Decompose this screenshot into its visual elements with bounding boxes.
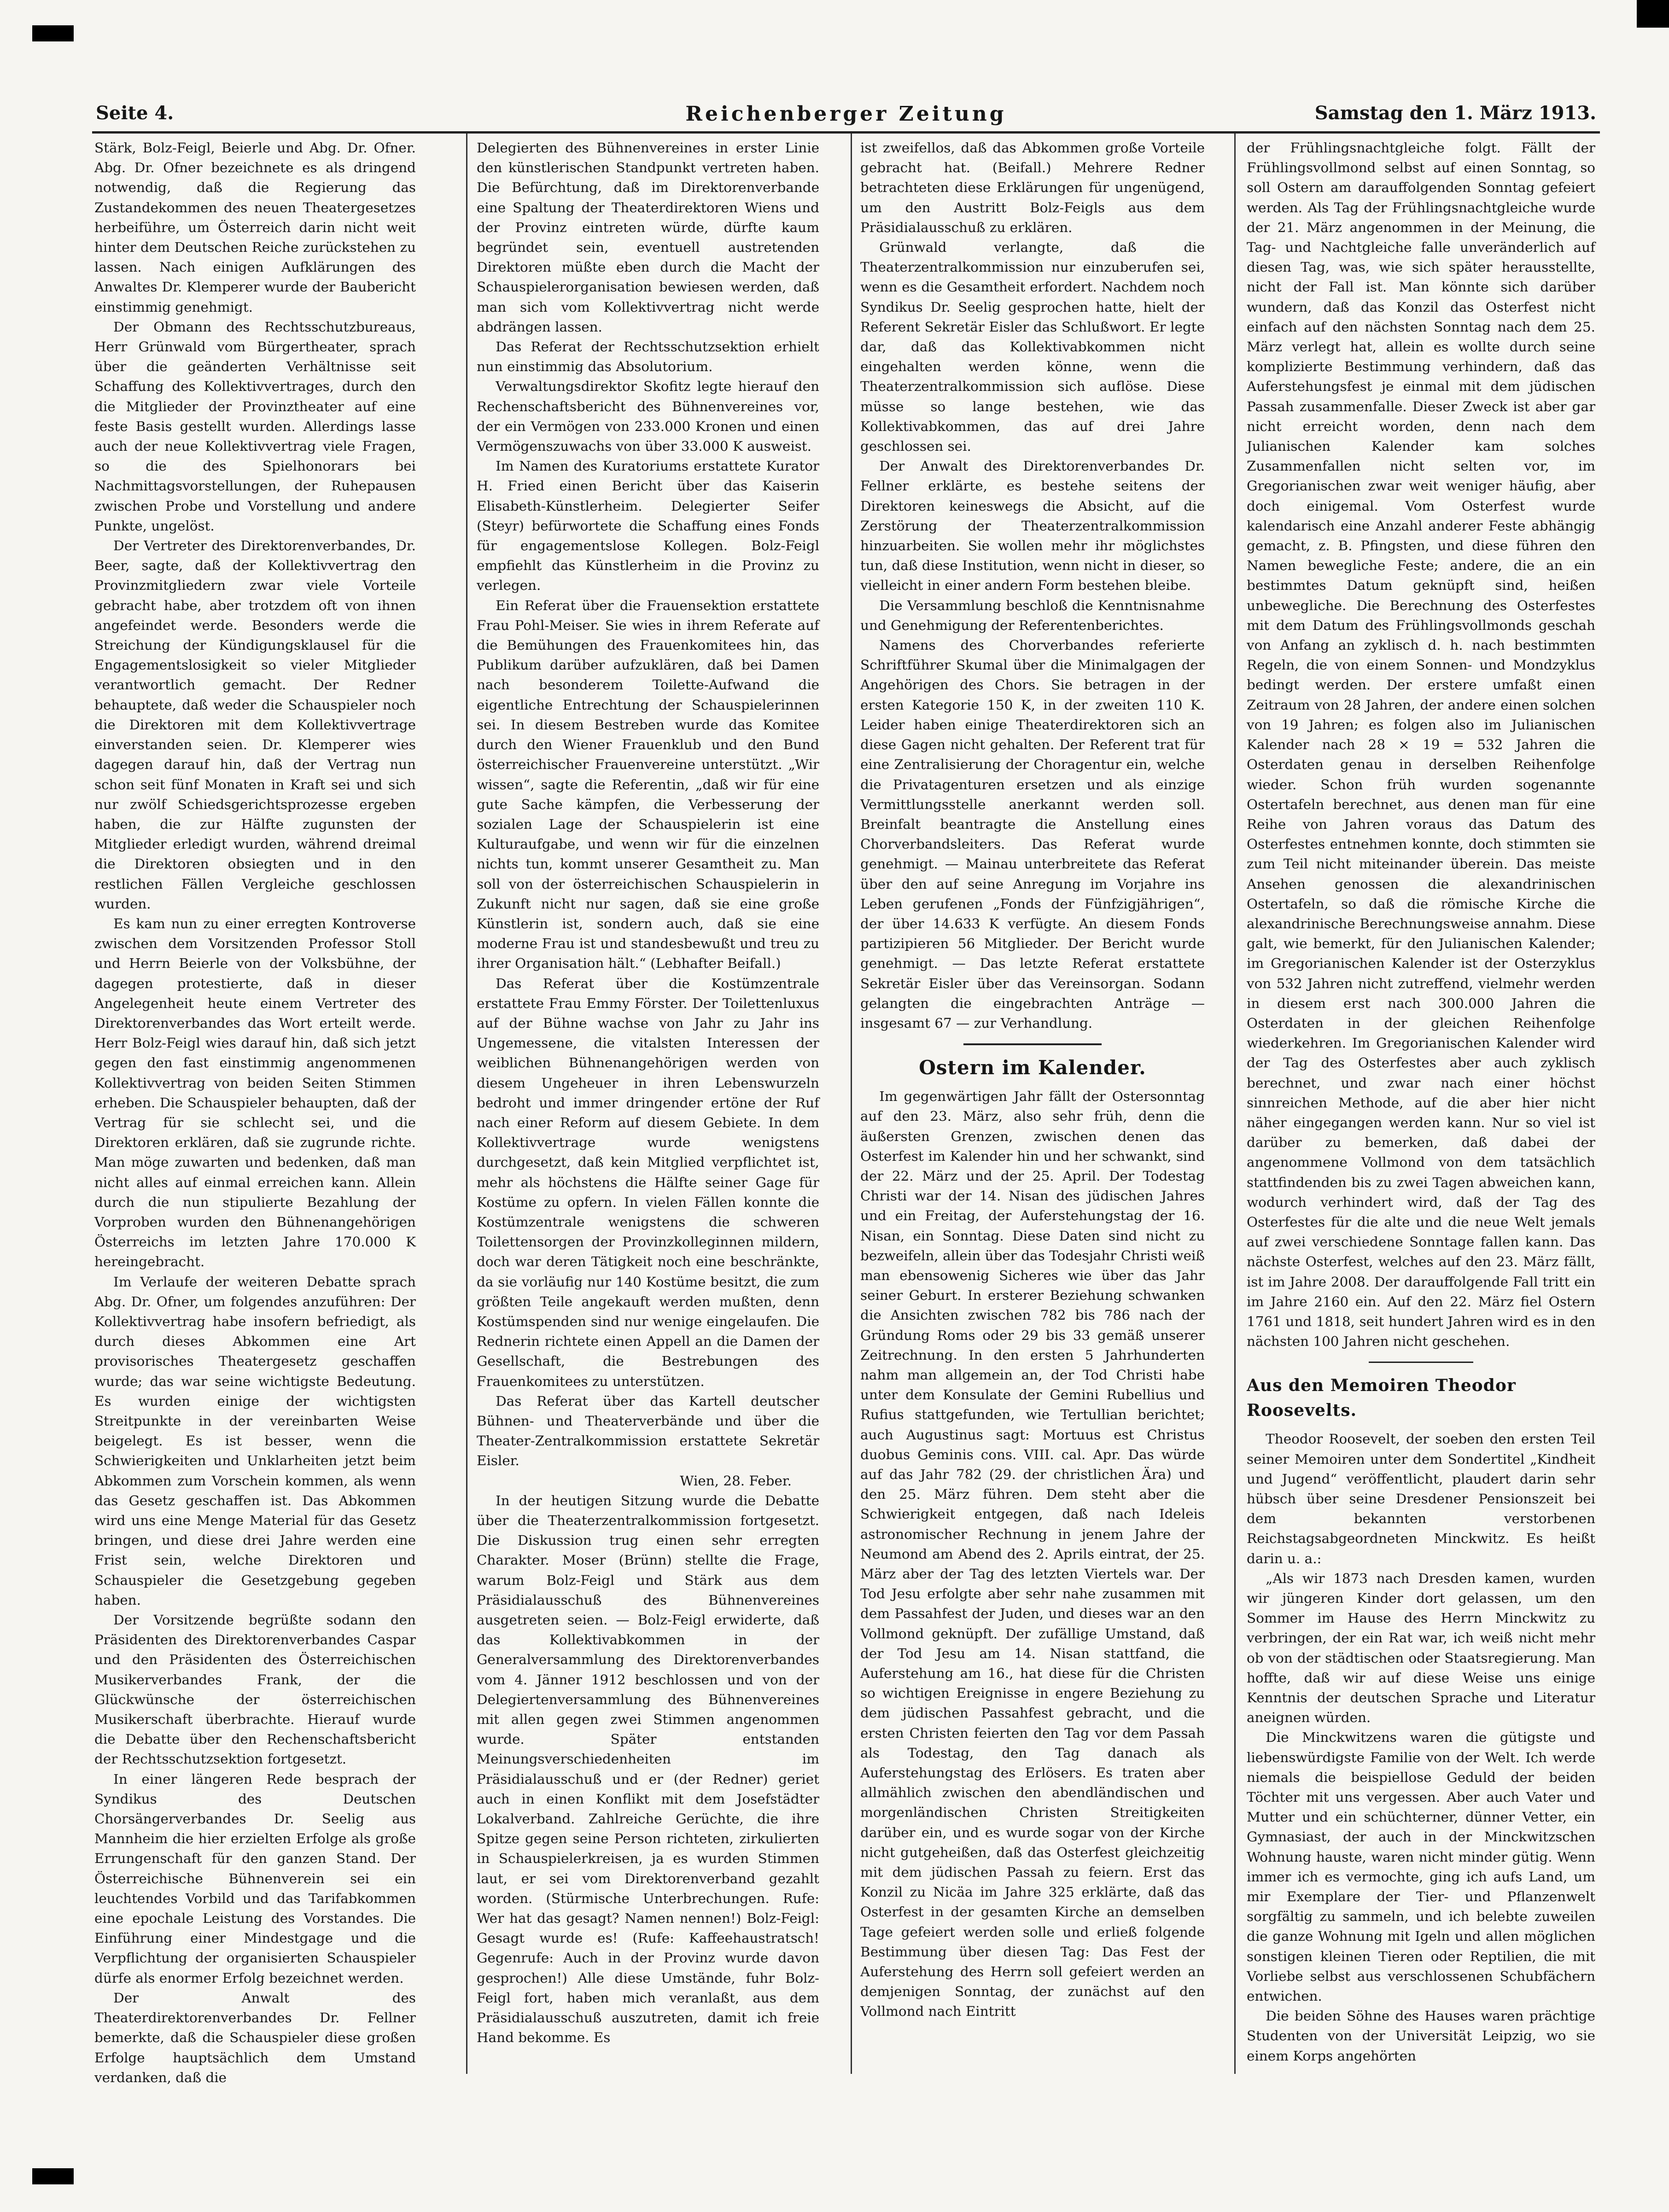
paragraph: der Frühlingsnachtgleiche folgt. Fällt der Frühlingsvollmond selbst auf einen Sonntag, so soll Ostern am darauffolgenden Sonntag gefeiert werden. Als Tag der Frühlingsnachtgleiche wurde der 21. März angenommen in der Meinung, die Tag- und Nachtgleiche falle unveränderlich auf diesen Tag, was, wie sich später herausstellte, nicht der Fall ist. Man könnte sich darüber wundern, daß das Konzil das Osterfest nicht einfach auf den nächsten Sonntag nach dem 25. März verlegt hat, allein es wollte durch seine komplizierte Bestimmung verhindern, daß das Auferstehungsfest je einmal mit dem jüdischen Passah zusammenfalle. Dieser Zweck ist aber gar nicht erreicht worden, denn nach dem Julianischen Kalender kam solches Zusammenfallen nicht selten vor, im Gregorianischen zwar weit weniger häufig, aber doch einigemal. Vom Osterfest wurde kalendarisch eine Anzahl anderer Feste abhängig gemacht, z. B. Pfingsten, und diese führen den Namen bewegliche Feste; andere, die an ein bestimmtes Datum geknüpft sind, heißen unbewegliche. Die Berechnung des Osterfestes mit dem Datum des Frühlingsvollmonds geschah von Anfang an zyklisch d. h. nach bestimmten Regeln, die von einem Sonnen- und Mondzyklus bedingt werden. Der erstere umfaßt einen Zeitraum von 28 Jahren, der andere einen solchen von 19 Jahren; es folgen also im Julianischen Kalender nach 28 × 19 = 532 Jahren die Osterdaten genau in derselben Reihenfolge wieder. Schon früh wurden sogenannte Ostertafeln berechnet, aus denen man für eine Reihe von Jahren voraus das Datum des Osterfestes entnehmen konnte, doch stimmten sie zum Teil nicht miteinander überein. Das meiste Ansehen genossen die alexandrinischen Ostertafeln, so daß die römische Kirche die alexandrinische Berechnungsweise annahm. Diese galt, wie bemerkt, für den Julianischen Kalender; im Gregorianischen Kalender ist der Osterzyklus von 532 Jahren nicht zutreffend, vielmehr werden in diesem erst nach 300.000 Jahren die Osterdaten in der gleichen Reihenfolge wiederkehren. Im Gregorianischen Kalender wird der Tag des Osterfestes aber auch zyklisch berechnet, und zwar nach einer höchst sinnreichen Methode, auf die aber hier nicht näher eingegangen werden kann. Nur so viel ist darüber zu bemerken, daß dabei der angenommene Vollmond von dem tatsächlich stattfindenden bis zu zwei Tagen abweichen kann, wodurch verhindert wird, daß der Tag des Osterfestes für die alte und die neue Welt jemals auf zwei verschiedene Sonntage fallen kann. Das nächste Osterfest, welches auf den 23. März fällt, ist im Jahre 2008. Der darauffolgende Fall tritt ein im Jahre 2160 ein. Auf den 22. März fiel Ostern 1761 und 1818, seit hundert Jahren wird es in den nächsten 100 Jahren nicht geschehen. <box>1247 140 1595 1350</box>
paragraph: Das Referat über das Kartell deutscher Bühnen- und Theaterverbände und über die Theater-Zentralkommission erstattete Sekretär Eisler. <box>477 1393 819 1469</box>
text-column-3 <box>860 138 1205 2074</box>
column-divider <box>851 134 852 2074</box>
article-title: Ostern im Kalender. <box>919 1056 1146 1079</box>
paragraph: Delegierten des Bühnenvereines in erster Linie den künstlerischen Standpunkt vertreten haben. Die Befürchtung, daß im Direktorenverbande eine Spaltung der Theaterdirektoren Wiens und der Provinz eintreten würde, dürfte kaum begründet sein, eventuell austretenden Direktoren müßte eben durch die Macht der Schauspielerorganisation bewiesen werden, daß man sich vom Kollektivvertrag nicht werde abdrängen lassen. <box>477 140 819 335</box>
text-column-1 <box>94 138 416 2085</box>
text-column-2 <box>477 138 819 2074</box>
paragraph: Der Obmann des Rechtsschutzbureaus, Herr Grünwald vom Bürgertheater, sprach über die geänderten Verhältnisse seit Schaffung des Kollektivvertrages, durch den die Mitglieder der Provinztheater auf eine feste Basis gestellt wurden. Allerdings lasse auch der neue Kollektivvertrag viele Fragen, so die des Spielhonorars bei Nachmittagsvorstellungen, der Ruhepausen zwischen Probe und Vorstellung und andere Punkte, ungelöst. <box>94 319 416 534</box>
paragraph: Verwaltungsdirektor Skofitz legte hierauf den Rechenschaftsbericht des Bühnenvereines vor, der ein Vermögen von 233.000 Kronen und einen Vermögenszuwachs von über 33.000 K ausweist. <box>477 378 819 454</box>
paragraph: Theodor Roosevelt, der soeben den ersten Teil seiner Memoiren unter dem Sondertitel „Kindheit und Jugend“ veröffentlicht, plaudert darin sehr hübsch über seine Dresdener Pensionszeit bei dem bekannten verstorbenen Reichstagsabgeordneten Minckwitz. Es heißt darin u. a.: <box>1247 1431 1595 1566</box>
paragraph: Im Namen des Kuratoriums erstattete Kurator H. Fried einen Bericht über das Kaiserin Elisabeth-Künstlerheim. Delegierter Seifer (Steyr) befürwortete die Schaffung eines Fonds für engagementslose Kollegen. Bolz-Feigl empfiehlt das Künstlerheim in die Provinz zu verlegen. <box>477 458 819 594</box>
article-separator <box>1369 1362 1473 1363</box>
paragraph: Das Referat der Rechtsschutzsektion erhielt nun einstimmig das Absolutorium. <box>477 339 819 375</box>
paragraph: In der heutigen Sitzung wurde die Debatte über die Theaterzentralkommission fortgesetzt. Die Diskussion trug einen sehr erregten Charakter. Moser (Brünn) stellte die Frage, warum Bolz-Feigl und Stärk aus dem Präsidialausschuß des Bühnenvereines ausgetreten seien. — Bolz-Feigl erwiderte, daß das Kollektivabkommen in der Generalversammlung des Direktorenverbandes vom 4. Jänner 1912 beschlossen und von der Delegiertenversammlung des Bühnenvereines mit allen gegen zwei Stimmen angenommen wurde. Später entstanden Meinungsverschiedenheiten im Präsidialausschuß und er (der Redner) geriet auch in einen Konflikt mit dem Josefstädter Lokalverband. Zahlreiche Gerüchte, die ihre Spitze gegen seine Person richteten, zirkulierten in Schauspielerkreisen, ja es wurden Stimmen laut, er sei vom Direktorenverband gezahlt worden. (Stürmische Unterbrechungen. Rufe: Wer hat das gesagt? Namen nennen!) Bolz-Feigl: Gesagt wurde es! (Rufe: Kaffeehaustratsch! Gegenrufe: Auch in der Provinz wurde davon gesprochen!) Alle diese Umstände, fuhr Bolz-Feigl fort, haben mich veranlaßt, aus dem Präsidialausschuß auszutreten, damit ich freie Hand bekomme. Es <box>477 1492 819 2046</box>
paragraph: Der Anwalt des Direktorenverbandes Dr. Fellner erklärte, es bestehe seitens der Direktoren keineswegs die Absicht, auf die Zerstörung der Theaterzentralkommission hinzuarbeiten. Sie wollen mehr ihr möglichstes tun, daß diese Institution, wenn nicht in dieser, so vielleicht in einer andern Form bestehen bleibe. <box>860 458 1205 594</box>
paragraph: Stärk, Bolz-Feigl, Beierle und Abg. Dr. Ofner. Abg. Dr. Ofner bezeichnete es als dringend notwendig, daß die Regierung das Zustandekommen des neuen Theatergesetzes herbeiführe, um Österreich darin nicht weit hinter dem Deutschen Reiche zurückstehen zu lassen. Nach einigen Aufklärungen des Anwaltes Dr. Klemperer wurde der Baubericht einstimmig genehmigt. <box>94 140 416 315</box>
paragraph: ist zweifellos, daß das Abkommen große Vorteile gebracht hat. (Beifall.) Mehrere Redner betrachteten diese Erklärungen für ungenügend, um den Austritt Bolz-Feigls aus dem Präsidialausschuß zu erklären. <box>860 140 1205 235</box>
corner-marker <box>1637 0 1669 28</box>
paragraph: In einer längeren Rede besprach der Syndikus des Deutschen Chorsängerverbandes Dr. Seelig aus Mannheim die hier erzielten Erfolge als große Errungenschaft für den ganzen Stand. Der Österreichische Bühnenverein sei ein leuchtendes Vorbild und das Tarifabkommen eine epochale Leistung des Vorstandes. Die Einführung einer Mindestgage und die Verpflichtung der organisierten Schauspieler dürfe als enormer Erfolg bezeichnet werden. <box>94 1771 416 1986</box>
paragraph: Die Minckwitzens waren die gütigste und liebenswürdigste Familie von der Welt. Ich werde niemals die beispiellose Geduld der beiden Töchter mit uns vergessen. Aber auch Vater und Mutter und ein schüchterner, dünner Vetter, ein Gymnasiast, der auch in der Minckwitzschen Wohnung hauste, waren nicht minder gütig. Wenn immer ich es vermochte, ging ich aufs Land, um mir Exemplare der Tier- und Pflanzenwelt sorgfältig zu sammeln, und ich belebte zuweilen die ganze Wohnung mit Igeln und allen möglichen sonstigen kleinen Tieren oder Reptilien, die mit Vorliebe selbst aus verschlossenen Schubfächern entwichen. <box>1247 1729 1595 2004</box>
column-divider <box>1234 134 1236 2074</box>
paragraph: „Als wir 1873 nach Dresden kamen, wurden wir jüngeren Kinder dort gelassen, um den Sommer im Hause des Herrn Minckwitz zu verbringen, der ein Rat war, ich weiß nicht mehr ob von der städtischen oder Staatsregierung. Man hoffte, daß wir auf diese Weise uns einige Kenntnis der deutschen Sprache und Literatur aneignen würden. <box>1247 1570 1595 1726</box>
paragraph: Die Versammlung beschloß die Kenntnisnahme und Genehmigung der Referentenberichtes. <box>860 597 1205 633</box>
dateline: Wien, 28. Feber. <box>680 1473 792 1489</box>
paragraph: Im Verlaufe der weiteren Debatte sprach Abg. Dr. Ofner, um folgendes anzuführen: Der Kollektivvertrag habe insofern befriedigt, als durch dieses Abkommen eine Art provisorisches Theatergesetz geschaffen wurde; das war seine wichtigste Bedeutung. Es wurden einige der wichtigsten Streitpunkte in der vereinbarten Weise beigelegt. Es ist besser, wenn die Schwierigkeiten und Unklarheiten jetzt beim Abkommen zum Vorschein kommen, als wenn das Gesetz geschaffen ist. Das Abkommen wird uns eine Menge Material für das Gesetz bringen, und diese drei Jahre werden eine Frist sein, welche Direktoren und Schauspieler die Gesetzgebung gegeben haben. <box>94 1274 416 1608</box>
corner-marker <box>32 25 74 41</box>
paragraph: Der Anwalt des Theaterdirektorenverbandes Dr. Fellner bemerkte, daß die Schauspieler diese großen Erfolge hauptsächlich dem Umstand verdanken, daß die <box>94 1990 416 2085</box>
newspaper-title: Reichenberger Zeitung <box>685 102 1007 126</box>
paragraph: Die beiden Söhne des Hauses waren prächtige Studenten von der Universität Leipzig, wo sie einem Korps angehörten <box>1247 2008 1595 2064</box>
paragraph: Es kam nun zu einer erregten Kontroverse zwischen dem Vorsitzenden Professor Stoll und Herrn Beierle von der Volksbühne, der dagegen protestierte, daß in dieser Angelegenheit heute einem Vertreter des Direktorenverbandes das Wort erteilt werde. Herr Bolz-Feigl wies darauf hin, daß sich jetzt gegen den fast einstimmig angenommenen Kollektivvertrag von beiden Seiten Stimmen erheben. Die Schauspieler behaupten, daß der Vertrag für sie schlecht sei, und die Direktoren erklären, daß sie zugrunde richte. Man möge zuwarten und bedenken, daß man nicht alles auf einmal erreichen kann. Allein durch die nun stipulierte Bezahlung der Vorproben wurden den Bühnenangehörigen Österreichs im letzten Jahre 170.000 K hereingebracht. <box>94 915 416 1270</box>
article-title: Aus den Memoiren Theodor Roosevelts. <box>1247 1376 1516 1420</box>
header-rule <box>92 131 1600 134</box>
paragraph: Das Referat über die Kostümzentrale erstattete Frau Emmy Förster. Der Toilettenluxus auf der Bühne wachse von Jahr zu Jahr ins Ungemessene, die vitalsten Interessen der weiblichen Bühnenangehörigen werden von diesem Ungeheuer in ihren Lebenswurzeln bedroht und immer dringender ertöne der Ruf nach einer Reform auf diesem Gebiete. In dem Kollektivvertrage wurde wenigstens durchgesetzt, daß kein Mitglied verpflichtet ist, mehr als höchstens die Hälfte seiner Gage für Kostüme zu opfern. In vielen Fällen konnte die Kostümzentrale wenigstens die schweren Toilettensorgen der Provinzkolleginnen mildern, doch war deren Tätigkeit noch eine beschränkte, da sie vorläufig nur 140 Kostüme besitzt, die zum größten Teile angekauft werden mußten, denn Kostümspenden sind nur wenige eingelaufen. Die Rednerin richtete einen Appell an die Damen der Gesellschaft, die Bestrebungen des Frauenkomitees zu unterstützen. <box>477 975 819 1389</box>
article-separator <box>963 1043 1101 1045</box>
paragraph: Der Vorsitzende begrüßte sodann den Präsidenten des Direktorenverbandes Caspar und den Präsidenten des Österreichischen Musikerverbandes Frank, der die Glückwünsche der österreichischen Musikerschaft überbrachte. Hierauf wurde die Debatte über den Rechenschaftsbericht der Rechtsschutzsektion fortgesetzt. <box>94 1612 416 1767</box>
corner-marker <box>32 2168 74 2184</box>
paragraph: Namens des Chorverbandes referierte Schriftführer Skumal über die Minimalgagen der Angehörigen des Chors. Sie betragen in der ersten Kategorie 150 K, in der zweiten 110 K. Leider haben einige Theaterdirektoren sich an diese Gagen nicht gehalten. Der Referent trat für eine Zentralisierung der Choragentur ein, welche die Privatagenturen ersetzen und als einzige Vermittlungsstelle anerkannt werden soll. Breinfalt beantragte die Anstellung eines Chorverbandsleiters. Das Referat wurde genehmigt. — Mainau unterbreitete das Referat über den auf seine Anregung im Vorjahre ins Leben gerufenen „Fonds der Fünfzigjährigen“, der über 14.633 K verfügte. An diesem Fonds partizipieren 56 Mitglieder. Der Bericht wurde genehmigt. — Das letzte Referat erstattete Sekretär Eisler über das Vereinsorgan. Sodann gelangten die eingebrachten Anträge — insgesamt 67 — zur Verhandlung. <box>860 637 1205 1031</box>
text-column-4 <box>1247 138 1595 2074</box>
page-header <box>92 102 1600 134</box>
issue-date: Samstag den 1. März 1913. <box>1314 102 1596 124</box>
paragraph: Der Vertreter des Direktorenverbandes, Dr. Beer, sagte, daß der Kollektivvertrag den Provinzmitgliedern zwar viele Vorteile gebracht habe, aber trotzdem oft von ihnen angefeindet werde. Besonders werde die Streichung der Kündigungsklausel für die Engagementslosigkeit so vieler Mitglieder verantwortlich gemacht. Der Redner behauptete, daß weder die Schauspieler noch die Direktoren mit dem Kollektivvertrage einverstanden seien. Dr. Klemperer wies dagegen darauf hin, daß der Vertrag nun schon seit fünf Monaten in Kraft sei und sich nur zwölf Schiedsgerichtsprozesse ergeben haben, die zur Hälfte zugunsten der Mitglieder erledigt wurden, während dreimal die Direktoren obsiegten und in den restlichen Fällen Vergleiche geschlossen wurden. <box>94 538 416 912</box>
paragraph: Im gegenwärtigen Jahr fällt der Ostersonntag auf den 23. März, also sehr früh, denn die äußersten Grenzen, zwischen denen das Osterfest im Kalender hin und her schwankt, sind der 22. März und der 25. April. Der Todestag Christi war der 14. Nisan des jüdischen Jahres und ein Freitag, der Auferstehungstag der 16. Nisan, ein Sonntag. Diese Daten sind nicht zu bezweifeln, allein über das Todesjahr Christi weiß man ebensowenig Sicheres wie über das Jahr seiner Geburt. In ersterer Beziehung schwanken die Ansichten zwischen 782 bis 786 nach der Gründung Roms oder 29 bis 33 gemäß unserer Zeitrechnung. In den ersten 5 Jahrhunderten nahm man allgemein an, der Tod Christi habe unter dem Konsulate der Gemini Rubellius und Rufius stattgefunden, wie Tertullian berichtet; auch Augustinus sagt: Mortuus est Christus duobus Geminis cons. VIII. cal. Apr. Das würde auf das Jahr 782 (29. der christlichen Ära) und den 25. März führen. Dem steht aber die Schwierigkeit entgegen, daß nach Ideleis astronomischer Rechnung in jenem Jahre der Neumond am Abend des 2. Aprils eintrat, der 25. März aber der Tag des letzten Viertels war. Der Tod Jesu erfolgte aber sehr nahe zusammen mit dem Passahfest der Juden, und dieses war an den Vollmond geknüpft. Der zufällige Umstand, daß der Tod Jesu am 14. Nisan stattfand, die Auferstehung am 16., hat diese für die Christen so wichtigen Ereignisse in engere Beziehung zu dem jüdischen Passahfest gebracht, und die ersten Christen feierten den Tag vor dem Passah als Todestag, den Tag danach als Auferstehungstag des Erlösers. Es traten aber allmählich zwischen den abendländischen und morgenländischen Christen Streitigkeiten darüber ein, und es wurde sogar von der Kirche nicht gutgeheißen, daß das Osterfest gleichzeitig mit dem jüdischen Passah zu feiern. Erst das Konzil zu Nicäa im Jahre 325 erklärte, daß das Osterfest in der gesamten Kirche an demselben Tage gefeiert werden solle und erließ folgende Bestimmung über diesen Tag: Das Fest der Auferstehung des Herrn soll gefeiert werden an demjenigen Sonntag, der zunächst auf den Vollmond nach Eintritt <box>860 1089 1205 2020</box>
page-number: Seite 4. <box>96 102 174 124</box>
paragraph: Ein Referat über die Frauensektion erstattete Frau Pohl-Meiser. Sie wies in ihrem Referate auf die Bemühungen des Frauenkomitees hin, das Publikum darüber aufzuklären, daß bei Damen nach besonderem Toilette-Aufwand die eigentliche Entrechtung der Schauspielerinnen sei. In diesem Bestreben wurde das Komitee durch den Wiener Frauenklub und den Bund österreichischer Frauenvereine unterstützt. „Wir wissen“, sagte die Referentin, „daß wir für eine gute Sache kämpfen, die Verbesserung der sozialen Lage der Schauspielerin ist eine Kulturaufgabe, und wenn wir für die einzelnen nichts tun, kommt unserer Gesamtheit zu. Man soll von der österreichischen Schauspielerin in Zukunft nicht nur sagen, daß sie eine große Künstlerin ist, sondern auch, daß sie eine moderne Frau ist und standesbewußt und treu zu ihrer Organisation hält.“ (Lebhafter Beifall.) <box>477 597 819 972</box>
column-divider <box>466 134 467 2074</box>
paragraph: Grünwald verlangte, daß die Theaterzentralkommission nur einzuberufen sei, wenn es die Gesamtheit erfordert. Nachdem noch Syndikus Dr. Seelig gesprochen hatte, hielt der Referent Sekretär Eisler das Schlußwort. Er legte dar, daß das Kollektivabkommen nicht eingehalten werden könne, wenn die Theaterzentralkommission sich auflöse. Diese müsse so lange bestehen, wie das Kollektivabkommen, das auf drei Jahre geschlossen sei. <box>860 239 1205 454</box>
